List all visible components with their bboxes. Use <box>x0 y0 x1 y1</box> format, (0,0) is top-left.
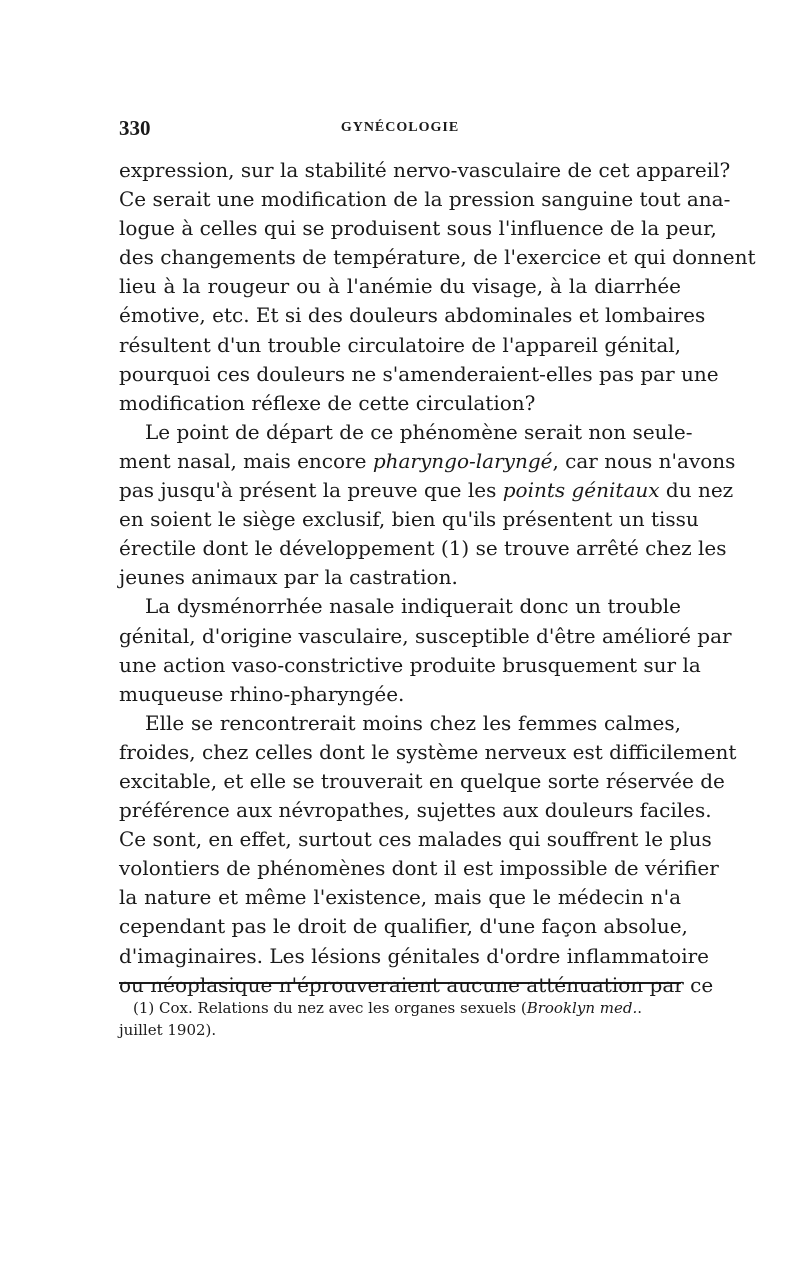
page-number: 330 <box>119 116 151 140</box>
text-line: jeunes animaux par la castration. <box>119 565 458 590</box>
text-line: logue à celles qui se produisent sous l'influence de la peur, <box>119 216 717 241</box>
text-line: lieu à la rougeur ou à l'anémie du visage, à la diarrhée <box>119 274 681 299</box>
text-line: excitable, et elle se trouverait en quelque sorte réservée de <box>119 768 725 793</box>
text-line: Ce serait une modification de la pression sanguine tout ana- <box>119 187 731 212</box>
text-line: La dysménorrhée nasale indiquerait donc un trouble <box>145 594 681 619</box>
running-title: GYNÉCOLOGIE <box>340 120 460 135</box>
text-line: cependant pas le droit de qualifier, d'une façon absolue, <box>119 914 688 939</box>
footnote-line: juillet 1902). <box>119 1021 217 1039</box>
text-line: Ce sont, en effet, surtout ces malades qui souffrent le plus <box>119 827 712 852</box>
text-line: pas jusqu'à présent la preuve que les points génitaux du nez <box>119 478 734 503</box>
text-line: froides, chez celles dont le système nerveux est difficilement <box>119 739 737 764</box>
footnote-rule <box>119 982 681 984</box>
text-line: volontiers de phénomènes dont il est impossible de vérifier <box>119 856 719 881</box>
paragraph <box>119 592 732 708</box>
text-line: modification réflexe de cette circulation? <box>119 390 536 415</box>
paragraph <box>119 156 756 418</box>
page-header <box>119 116 681 144</box>
text-line: érectile dont le développement (1) se trouve arrêté chez les <box>119 536 727 561</box>
paragraph <box>119 709 737 1000</box>
paragraph <box>119 418 736 593</box>
footnote <box>119 997 681 1041</box>
text-line: génital, d'origine vasculaire, susceptible d'être amélioré par <box>119 623 732 648</box>
text-line: la nature et même l'existence, mais que le médecin n'a <box>119 885 681 910</box>
text-line: muqueuse rhino-pharyngée. <box>119 681 405 706</box>
text-line: expression, sur la stabilité nervo-vasculaire de cet appareil? <box>119 158 731 182</box>
text-line: Elle se rencontrerait moins chez les femmes calmes, <box>145 710 681 735</box>
footnote-line: (1) Cox. Relations du nez avec les organes sexuels (Brooklyn med.. <box>133 999 642 1017</box>
text-line: d'imaginaires. Les lésions génitales d'ordre inflammatoire <box>119 943 709 968</box>
text-line: préférence aux névropathes, sujettes aux douleurs faciles. <box>119 798 712 823</box>
text-line: ou néoplasique n'éprouveraient aucune atténuation par ce <box>119 972 714 997</box>
text-line: ment nasal, mais encore pharyngo-laryngé, car nous n'avons <box>119 448 736 473</box>
body-text <box>119 156 756 1000</box>
text-line: Le point de départ de ce phénomène serait non seule- <box>145 419 693 444</box>
text-line: une action vaso-constrictive produite brusquement sur la <box>119 652 701 677</box>
text-line: émotive, etc. Et si des douleurs abdominales et lombaires <box>119 303 706 328</box>
text-line: résultent d'un trouble circulatoire de l'appareil génital, <box>119 332 681 357</box>
text-line: en soient le siège exclusif, bien qu'ils présentent un tissu <box>119 507 699 532</box>
text-line: des changements de température, de l'exercice et qui donnent <box>119 245 756 270</box>
text-line: pourquoi ces douleurs ne s'amenderaient-elles pas par une <box>119 361 719 386</box>
